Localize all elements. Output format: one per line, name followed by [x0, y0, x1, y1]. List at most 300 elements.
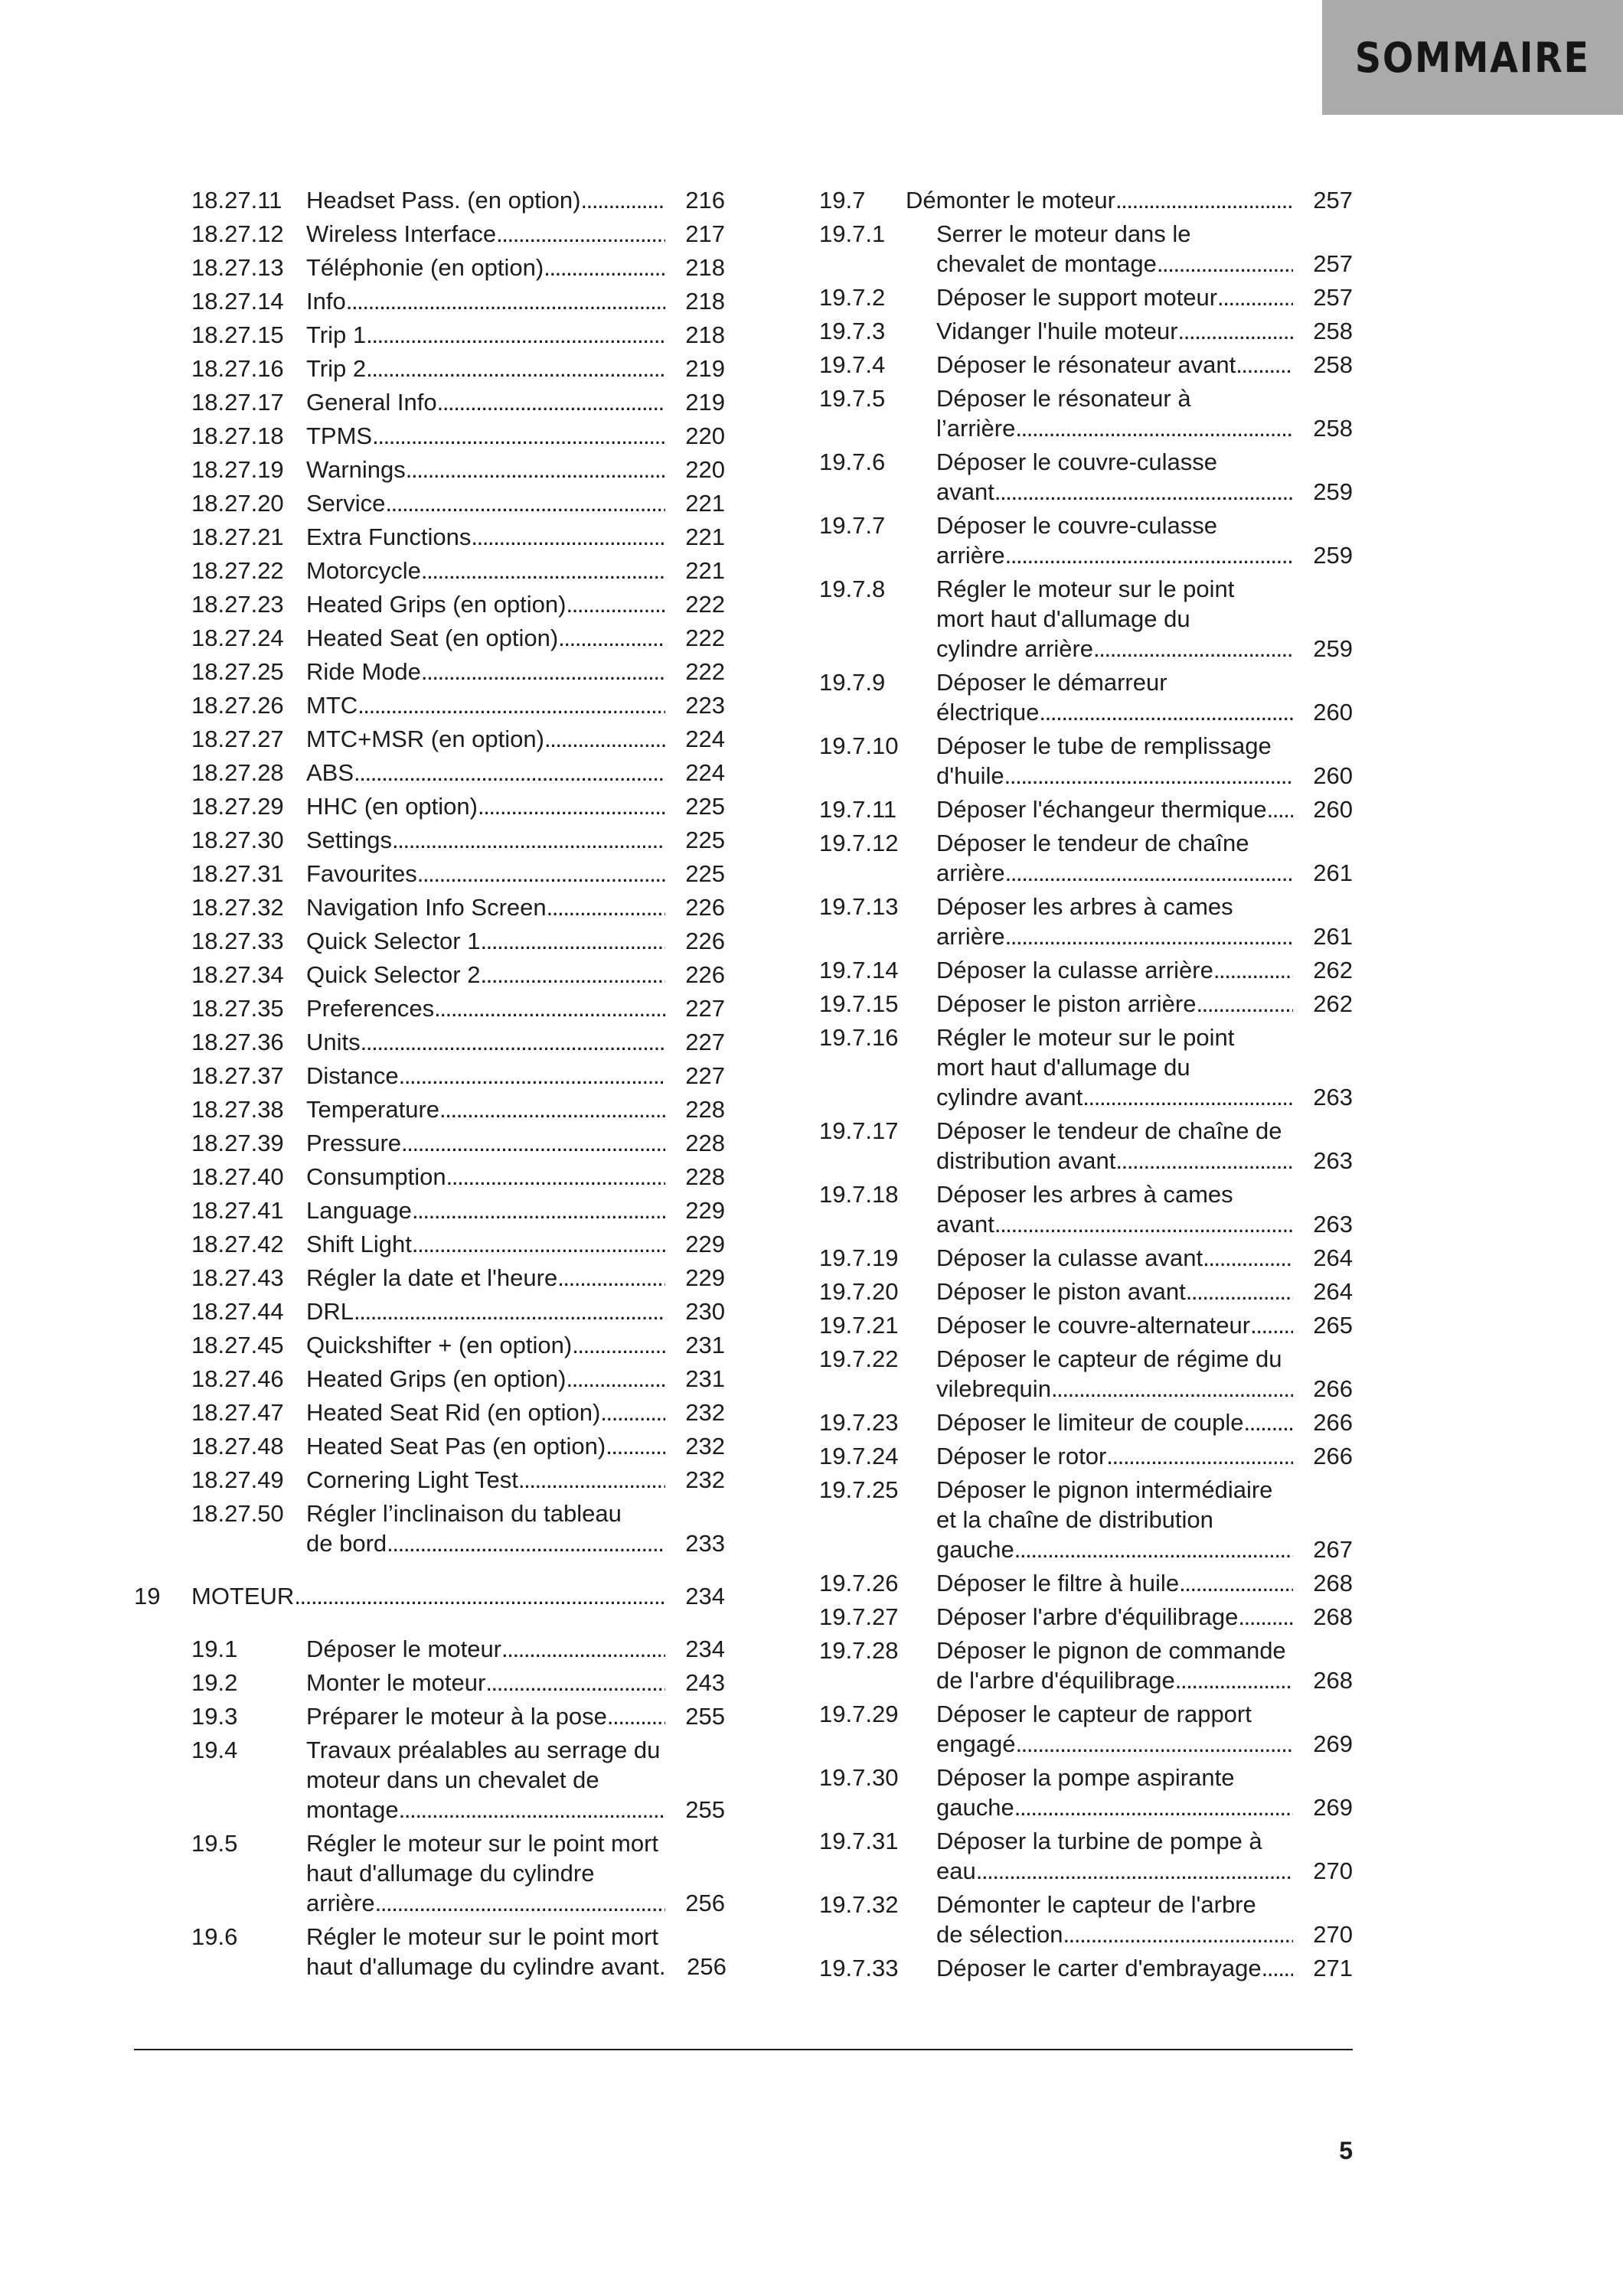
- toc-entry[interactable]: [819, 989, 1353, 1019]
- toc-entry-page: 264: [1313, 1244, 1353, 1271]
- toc-entry[interactable]: [134, 758, 725, 788]
- toc-entry[interactable]: [134, 1128, 725, 1158]
- toc-entry-page: 216: [685, 187, 725, 214]
- toc-entry[interactable]: [819, 667, 1353, 727]
- toc-entry-title-line: ABS: [306, 759, 354, 786]
- toc-entry-title-line: Régler le moteur sur le point: [936, 576, 1235, 602]
- dot-leader: [421, 556, 665, 585]
- toc-entry[interactable]: [134, 1229, 725, 1259]
- toc-entry[interactable]: [819, 383, 1353, 443]
- toc-entry-number: 18.27.26: [191, 692, 284, 719]
- toc-entry[interactable]: [134, 556, 725, 585]
- dot-leader: [566, 589, 665, 619]
- toc-entry-title-line: Temperature: [306, 1096, 440, 1123]
- toc-entry-page: 227: [685, 1062, 725, 1089]
- dot-leader: [1175, 1665, 1293, 1695]
- toc-entry-number: 18.27.21: [191, 523, 284, 550]
- toc-entry-title: [936, 1441, 1353, 1471]
- toc-entry-title-line: Déposer le rotor: [936, 1443, 1107, 1469]
- toc-entry-title: [306, 892, 725, 922]
- toc-entry-page: 221: [685, 523, 725, 550]
- toc-entry[interactable]: [134, 724, 725, 754]
- toc-entry-title-line: arrière: [936, 542, 1005, 569]
- toc-entry-title-line: Déposer l'échangeur thermique: [936, 796, 1267, 823]
- dot-leader: [399, 1795, 665, 1825]
- toc-entry-title: [306, 1229, 725, 1259]
- toc-entry[interactable]: [134, 1296, 725, 1326]
- toc-entry-page: 269: [1313, 1794, 1353, 1821]
- toc-entry[interactable]: [819, 1344, 1353, 1404]
- toc-entry-page: 234: [685, 1583, 725, 1609]
- toc-entry-title: [306, 758, 725, 788]
- dot-leader: [1179, 1568, 1293, 1598]
- toc-entry[interactable]: [134, 1364, 725, 1394]
- toc-entry[interactable]: [134, 455, 725, 484]
- toc-entry-title: [936, 794, 1353, 824]
- toc-entry[interactable]: [134, 960, 725, 990]
- toc-entry-title-line: Trip 1: [306, 321, 367, 348]
- toc-entry-page: 261: [1313, 859, 1353, 886]
- toc-entry[interactable]: [819, 1022, 1353, 1112]
- toc-entry[interactable]: [134, 1634, 725, 1664]
- toc-entry-title-line: Déposer la culasse avant: [936, 1244, 1203, 1271]
- dot-leader: [480, 960, 665, 990]
- toc-entry[interactable]: [819, 1953, 1353, 1983]
- toc-entry[interactable]: [819, 574, 1353, 664]
- dot-leader: [1115, 185, 1293, 215]
- dot-leader: [1051, 1374, 1293, 1404]
- toc-entry[interactable]: [134, 589, 725, 619]
- toc-entry-title-line: Favourites: [306, 860, 417, 887]
- dot-leader: [1005, 921, 1293, 951]
- toc-entry-title-line: Déposer le démarreur: [936, 669, 1167, 696]
- toc-entry[interactable]: [134, 1735, 725, 1825]
- toc-entry-number: 18.27.24: [191, 625, 284, 651]
- toc-entry[interactable]: [134, 185, 725, 215]
- toc-entry-title-line: arrière: [306, 1890, 375, 1916]
- toc-entry[interactable]: [134, 1061, 725, 1091]
- toc-entry-title-line: Déposer l'arbre d'équilibrage: [936, 1603, 1239, 1630]
- toc-entry-title-line: Déposer le support moteur: [936, 284, 1218, 311]
- toc-entry[interactable]: [134, 1094, 725, 1124]
- toc-entry-number: 19.7.30: [819, 1764, 899, 1791]
- toc-entry[interactable]: [819, 316, 1353, 346]
- toc-entry[interactable]: [819, 1699, 1353, 1759]
- toc-entry-title-line: haut d'allumage du cylindre avant: [306, 1953, 659, 1980]
- dot-leader: [421, 657, 665, 687]
- toc-entry[interactable]: [819, 282, 1353, 312]
- toc-entry[interactable]: [819, 1116, 1353, 1176]
- toc-entry-number: 19.7.8: [819, 576, 886, 602]
- toc-entry-title-line: TPMS: [306, 422, 373, 449]
- toc-entry[interactable]: [819, 731, 1353, 791]
- toc-entry-title: [936, 1116, 1353, 1176]
- toc-entry[interactable]: [134, 926, 725, 956]
- toc-entry-title: [306, 286, 725, 316]
- toc-entry[interactable]: [134, 1922, 725, 1981]
- toc-entry[interactable]: [134, 488, 725, 518]
- toc-entry-title: [936, 955, 1353, 985]
- toc-entry-title: [936, 510, 1353, 570]
- toc-entry-title-line: Heated Seat (en option): [306, 625, 559, 651]
- toc-entry-page: 229: [685, 1197, 725, 1224]
- dot-leader: [544, 253, 665, 282]
- toc-entry-title-line: engagé: [936, 1730, 1016, 1757]
- toc-entry-title-line: Language: [306, 1197, 412, 1224]
- toc-entry[interactable]: [819, 350, 1353, 380]
- dot-leader: [434, 993, 665, 1023]
- toc-entry-title-line: Vidanger l'huile moteur: [936, 318, 1178, 344]
- toc-entry-title: [936, 1243, 1353, 1273]
- toc-entry[interactable]: [819, 1441, 1353, 1471]
- toc-entry[interactable]: [134, 1431, 725, 1461]
- toc-entry[interactable]: [134, 354, 725, 383]
- dot-leader: [558, 623, 665, 653]
- toc-entry-page: 259: [1313, 635, 1353, 662]
- toc-entry-title-line: Préparer le moteur à la pose: [306, 1703, 607, 1730]
- toc-entry-page: 225: [685, 860, 725, 887]
- toc-entry-number: 18.27.43: [191, 1264, 284, 1291]
- toc-entry-page: 260: [1313, 699, 1353, 726]
- toc-entry[interactable]: [134, 825, 725, 855]
- toc-entry[interactable]: [134, 286, 725, 316]
- toc-entry-title: [306, 1634, 725, 1664]
- toc-entry-title-line: Motorcycle: [306, 557, 421, 584]
- toc-entry-title-line: Heated Seat Pas (en option): [306, 1433, 606, 1459]
- toc-entry-title-line: mort haut d'allumage du: [936, 1054, 1190, 1081]
- toc-entry-number: 19.7: [819, 187, 866, 214]
- dot-leader: [439, 1094, 665, 1124]
- toc-entry-number: 19.7.33: [819, 1955, 899, 1981]
- toc-entry-title-line: Quick Selector 2: [306, 961, 481, 988]
- toc-entry-number: 18.27.11: [191, 187, 282, 214]
- toc-entry[interactable]: [134, 253, 725, 282]
- toc-entry-page: 226: [685, 961, 725, 988]
- toc-entry-title: [936, 892, 1353, 951]
- dot-leader: [607, 1701, 665, 1731]
- toc-entry-title-line: de l'arbre d'équilibrage: [936, 1667, 1175, 1694]
- dot-leader: [485, 1668, 665, 1698]
- dot-leader: [406, 455, 665, 484]
- toc-entry[interactable]: [134, 1027, 725, 1057]
- dot-leader: [518, 1465, 665, 1495]
- toc-entry[interactable]: [134, 690, 725, 720]
- toc-entry[interactable]: [134, 859, 725, 889]
- dot-leader: [1005, 858, 1293, 888]
- toc-entry-title-line: Déposer le capteur de régime du: [936, 1345, 1282, 1372]
- toc-entry[interactable]: [134, 320, 725, 350]
- toc-entry-title-line: Distance: [306, 1062, 399, 1089]
- toc-entry-title: [936, 574, 1353, 664]
- toc-entry-number: 18.27.33: [191, 928, 284, 954]
- toc-entry[interactable]: [134, 1195, 725, 1225]
- toc-entry-page: 265: [1313, 1312, 1353, 1339]
- toc-entry-title-line: Démonter le moteur: [906, 187, 1115, 214]
- toc-entry[interactable]: [134, 791, 725, 821]
- toc-entry[interactable]: [134, 522, 725, 552]
- toc-entry-page: 220: [685, 422, 725, 449]
- toc-entry[interactable]: [819, 1310, 1353, 1340]
- toc-entry-page: 221: [685, 490, 725, 517]
- dot-leader: [501, 1634, 665, 1664]
- dot-leader: [606, 1431, 665, 1461]
- toc-entry-page: 222: [685, 591, 725, 618]
- toc-entry-page: 232: [685, 1433, 725, 1459]
- toc-entry-title-line: Headset Pass. (en option): [306, 187, 581, 214]
- toc-entry-title-line: cylindre avant: [936, 1084, 1083, 1110]
- toc-entry-title: [306, 488, 725, 518]
- toc-entry-page: 224: [685, 759, 725, 786]
- dot-leader: [1244, 1407, 1294, 1437]
- dot-leader: [1213, 955, 1293, 985]
- toc-entry-page: 231: [685, 1332, 725, 1358]
- toc-entry-title: [306, 1668, 725, 1698]
- dot-leader: [1005, 540, 1293, 570]
- toc-entry[interactable]: [134, 421, 725, 451]
- toc-entry[interactable]: [819, 794, 1353, 824]
- toc-entry[interactable]: [819, 510, 1353, 570]
- toc-entry-title: [936, 1475, 1353, 1564]
- toc-entry[interactable]: [134, 892, 725, 922]
- toc-entry-title-line: Déposer le capteur de rapport: [936, 1701, 1252, 1727]
- toc-entry-title: [306, 1431, 725, 1461]
- toc-entry-page: 243: [685, 1669, 725, 1696]
- toc-entry-number: 19.7.11: [819, 796, 897, 823]
- toc-entry-title: [936, 1699, 1353, 1759]
- toc-entry[interactable]: [819, 1890, 1353, 1949]
- toc-entry-number: 18.27.23: [191, 591, 284, 618]
- toc-entry-title-line: Déposer les arbres à cames: [936, 893, 1233, 920]
- toc-entry-title: [306, 1397, 725, 1427]
- toc-entry-number: 19.7.1: [819, 220, 886, 247]
- toc-entry-page: 226: [685, 894, 725, 921]
- toc-entry-title-line: Consumption: [306, 1163, 446, 1190]
- toc-entry-title-line: Pressure: [306, 1130, 402, 1156]
- toc-entry[interactable]: [819, 1602, 1353, 1632]
- toc-entry-title: [936, 282, 1353, 312]
- toc-entry-title-line: Service: [306, 490, 386, 517]
- toc-entry[interactable]: [134, 1828, 725, 1918]
- toc-entry[interactable]: [134, 1465, 725, 1495]
- toc-entry-page: 255: [685, 1703, 725, 1730]
- toc-entry-title-line: avant: [936, 478, 994, 505]
- toc-entry-title: [936, 1179, 1353, 1239]
- toc-entry-title: [306, 1465, 725, 1495]
- toc-entry-title: [306, 825, 725, 855]
- toc-entry-title-line: DRL: [306, 1298, 354, 1325]
- dot-leader: [496, 219, 665, 249]
- toc-entry-title: [936, 1568, 1353, 1598]
- toc-entry-page: 267: [1313, 1536, 1353, 1563]
- toc-entry-number: 19.7.15: [819, 990, 899, 1017]
- toc-entry-title-line: et la chaîne de distribution: [936, 1506, 1213, 1533]
- toc-entry-number: 18.27.44: [191, 1298, 284, 1325]
- toc-entry-number: 18.27.48: [191, 1433, 284, 1459]
- dot-leader: [375, 1888, 665, 1918]
- section-tab: [1322, 0, 1623, 115]
- toc-entry[interactable]: [819, 1407, 1353, 1437]
- toc-entry[interactable]: [134, 1581, 725, 1611]
- toc-entry-page: 270: [1313, 1921, 1353, 1948]
- dot-leader: [358, 690, 665, 720]
- toc-entry-page: 219: [685, 355, 725, 382]
- dot-leader: [1014, 1792, 1293, 1822]
- toc-entry-title: [306, 253, 725, 282]
- toc-entry-number: 19.2: [191, 1669, 238, 1696]
- toc-entry[interactable]: [134, 1263, 725, 1293]
- toc-entry[interactable]: [134, 1701, 725, 1731]
- toc-entry[interactable]: [819, 1826, 1353, 1886]
- dot-leader: [976, 1856, 1293, 1886]
- toc-entry-page: 226: [685, 928, 725, 954]
- toc-entry-title-line: gauche: [936, 1794, 1014, 1821]
- toc-entry-page: 263: [1313, 1211, 1353, 1238]
- toc-entry[interactable]: [819, 1568, 1353, 1598]
- toc-entry-page: 232: [685, 1399, 725, 1426]
- toc-entry-title-line: Déposer le filtre à huile: [936, 1570, 1180, 1596]
- toc-entry-title-line: Régler l’inclinaison du tableau: [306, 1500, 622, 1527]
- toc-entry[interactable]: [819, 828, 1353, 888]
- toc-entry-number: 19.7.14: [819, 957, 899, 983]
- toc-entry[interactable]: [819, 1243, 1353, 1273]
- toc-entry[interactable]: [819, 447, 1353, 507]
- dot-leader: [437, 387, 665, 417]
- toc-entry[interactable]: [134, 993, 725, 1023]
- toc-entry-title: [936, 1407, 1353, 1437]
- toc-entry-page: 225: [685, 793, 725, 820]
- toc-entry-title-line: Wireless Interface: [306, 220, 497, 247]
- toc-entry-page: 228: [685, 1130, 725, 1156]
- dot-leader: [361, 1027, 665, 1057]
- toc-entry-number: 18.27.46: [191, 1365, 284, 1392]
- dot-leader: [387, 1528, 665, 1558]
- toc-entry[interactable]: [819, 1636, 1353, 1695]
- toc-entry-title: [936, 1022, 1353, 1112]
- toc-entry-title: [306, 387, 725, 417]
- dot-leader: [1250, 1310, 1293, 1340]
- toc-entry-page: 232: [685, 1466, 725, 1493]
- dot-leader: [1186, 1277, 1293, 1306]
- dot-leader: [1093, 634, 1293, 664]
- toc-entry-number: 18.27.19: [191, 456, 284, 483]
- toc-entry-number: 18.27.35: [191, 995, 284, 1022]
- toc-entry[interactable]: [134, 387, 725, 417]
- toc-entry-title: [936, 1310, 1353, 1340]
- toc-entry-page: 234: [685, 1636, 725, 1662]
- toc-entry[interactable]: [819, 185, 1353, 215]
- toc-entry-page: 227: [685, 1029, 725, 1055]
- toc-entry-title: [936, 667, 1353, 727]
- toc-entry-title: [306, 690, 725, 720]
- toc-entry-title: [936, 1890, 1353, 1949]
- toc-entry-title: [936, 731, 1353, 791]
- toc-entry-title: [936, 828, 1353, 888]
- dot-leader: [1238, 1602, 1293, 1632]
- toc-entry[interactable]: [819, 1475, 1353, 1564]
- toc-entry-number: 19.7.28: [819, 1637, 899, 1664]
- toc-entry-title: [936, 383, 1353, 443]
- toc-entry-page: 233: [685, 1530, 725, 1557]
- dot-leader: [1083, 1082, 1293, 1112]
- dot-leader: [366, 320, 665, 350]
- toc-entry[interactable]: [819, 1277, 1353, 1306]
- toc-entry-number: 19.7.26: [819, 1570, 899, 1596]
- toc-entry[interactable]: [819, 892, 1353, 951]
- toc-entry-page: 257: [1313, 284, 1353, 311]
- toc-entry-title: [936, 447, 1353, 507]
- dot-leader: [354, 1296, 665, 1326]
- dot-leader: [346, 286, 665, 316]
- toc-entry-title-line: MOTEUR: [191, 1583, 295, 1609]
- toc-entry[interactable]: [134, 1668, 725, 1698]
- toc-entry[interactable]: [134, 623, 725, 653]
- toc-entry-number: 18.27.25: [191, 658, 284, 685]
- toc-entry-number: 18.27.12: [191, 220, 284, 247]
- toc-entry-title: [306, 1364, 725, 1394]
- toc-column-left: [134, 185, 725, 1981]
- toc-entry-title-line: Démonter le capteur de l'arbre: [936, 1891, 1256, 1918]
- toc-entry-number: 18.27.40: [191, 1163, 284, 1190]
- toc-entry-number: 19.7.2: [819, 284, 886, 311]
- toc-entry-page: 258: [1313, 415, 1353, 442]
- toc-entry-page: 224: [685, 726, 725, 752]
- toc-entry-title: [306, 623, 725, 653]
- toc-entry-title: [306, 1027, 725, 1057]
- toc-entry-title-line: HHC (en option): [306, 793, 478, 820]
- toc-entry-title-line: chevalet de montage: [936, 250, 1157, 277]
- dot-leader: [294, 1581, 665, 1611]
- toc-entry-title-line: de sélection: [936, 1921, 1063, 1948]
- toc-entry-title: [306, 960, 725, 990]
- toc-entry-number: 18.27.14: [191, 288, 284, 315]
- toc-entry-page: 259: [1313, 542, 1353, 569]
- toc-entry[interactable]: [819, 955, 1353, 985]
- toc-entry[interactable]: [819, 1179, 1353, 1239]
- toc-entry-title-line: Déposer la pompe aspirante: [936, 1764, 1235, 1791]
- toc-entry[interactable]: [819, 219, 1353, 279]
- toc-entry-title: [936, 1763, 1353, 1822]
- toc-entry-title-line: Régler le moteur sur le point mort: [306, 1923, 659, 1950]
- toc-entry[interactable]: [134, 657, 725, 687]
- toc-entry[interactable]: [134, 1162, 725, 1192]
- toc-entry[interactable]: [134, 1499, 725, 1558]
- dot-leader: [994, 1209, 1293, 1239]
- toc-entry[interactable]: [134, 219, 725, 249]
- toc-entry-title-line: MTC: [306, 692, 358, 719]
- toc-entry-number: 18.27.18: [191, 422, 284, 449]
- toc-entry-title-line: Déposer le tendeur de chaîne: [936, 830, 1249, 856]
- dot-leader: [1115, 1146, 1293, 1176]
- toc-entry-title: [306, 185, 725, 215]
- toc-entry-number: 19.7.25: [819, 1476, 899, 1503]
- toc-entry-title-line: d'huile: [936, 762, 1004, 789]
- toc-entry[interactable]: [134, 1397, 725, 1427]
- toc-entry-number: 18.27.30: [191, 827, 284, 853]
- toc-entry-title-line: arrière: [936, 923, 1005, 950]
- toc-entry-title-line: Heated Seat Rid (en option): [306, 1399, 601, 1426]
- toc-entry-title-line: Navigation Info Screen: [306, 894, 547, 921]
- toc-entry-title: [306, 556, 725, 585]
- toc-entry-page: 262: [1313, 990, 1353, 1017]
- toc-entry[interactable]: [819, 1763, 1353, 1822]
- toc-entry-page: 256: [687, 1953, 727, 1980]
- dot-leader: [1015, 1729, 1293, 1759]
- dot-leader: [1203, 1243, 1293, 1273]
- toc-entry-title-line: Settings: [306, 827, 393, 853]
- toc-entry-number: 18.27.42: [191, 1231, 284, 1257]
- toc-entry-title: [306, 724, 725, 754]
- toc-entry[interactable]: [134, 1330, 725, 1360]
